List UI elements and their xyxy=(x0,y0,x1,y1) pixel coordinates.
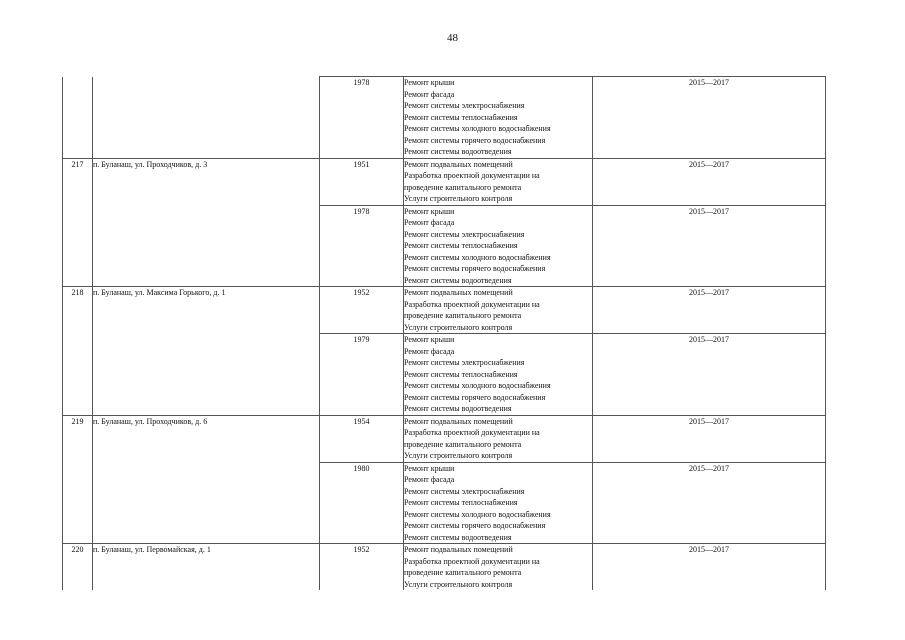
work-item: Ремонт системы электроснабжения xyxy=(404,101,525,110)
commissioning-year-cell: 1952 xyxy=(320,287,404,334)
repair-period-cell: 2015—2017 xyxy=(593,415,826,462)
work-item: Ремонт системы электроснабжения xyxy=(404,229,525,239)
work-item: Ремонт системы холодного водоснабжения xyxy=(404,252,551,262)
commissioning-year-cell: 1952 xyxy=(320,544,404,591)
commissioning-year-cell: 1978 xyxy=(320,77,404,159)
works-cell xyxy=(404,77,593,159)
works-cell xyxy=(404,415,593,462)
address-cell xyxy=(93,205,320,287)
work-item: Ремонт подвальных помещений xyxy=(404,545,513,554)
address-cell xyxy=(93,77,320,159)
work-item: Ремонт системы горячего водоснабжения xyxy=(404,392,546,402)
work-item: Ремонт системы водоотведения xyxy=(404,532,512,542)
work-item: Ремонт фасада xyxy=(404,346,455,356)
row-number-cell: 218 xyxy=(63,287,93,334)
works-cell xyxy=(404,544,593,591)
works-cell xyxy=(404,334,593,416)
table-row xyxy=(63,415,826,462)
row-number-cell: 220 xyxy=(63,544,93,591)
row-number-cell xyxy=(63,77,93,159)
work-item: Ремонт подвальных помещений xyxy=(404,416,513,426)
work-item: Ремонт фасада xyxy=(404,89,455,99)
work-item: Ремонт подвальных помещений xyxy=(404,159,513,169)
work-item: Разработка проектной документации на xyxy=(404,556,540,566)
repair-period-cell: 2015—2017 xyxy=(593,287,826,334)
work-item: Ремонт системы холодного водоснабжения xyxy=(404,381,551,390)
work-item: Ремонт крыши xyxy=(404,206,455,216)
page-number: 48 xyxy=(447,32,458,44)
work-item: Ремонт крыши xyxy=(404,335,455,344)
work-item: Ремонт системы холодного водоснабжения xyxy=(404,509,551,519)
work-item: Ремонт крыши xyxy=(404,78,455,87)
row-number-cell xyxy=(63,205,93,287)
work-item: Ремонт системы горячего водоснабжения xyxy=(404,264,546,273)
work-item: Ремонт фасада xyxy=(404,475,455,484)
table-row xyxy=(63,462,826,544)
work-item: проведение капитального ремонта xyxy=(404,568,522,577)
works-cell xyxy=(404,462,593,544)
work-item: Ремонт системы горячего водоснабжения xyxy=(404,135,546,145)
work-item: Ремонт системы холодного водоснабжения xyxy=(404,124,551,133)
address-cell xyxy=(93,462,320,544)
address-cell: п. Буланаш, ул. Проходчиков, д. 6 xyxy=(93,415,320,462)
row-number-cell xyxy=(63,334,93,416)
row-number-cell xyxy=(63,462,93,544)
table-body xyxy=(63,77,826,591)
work-item: Ремонт системы теплоснабжения xyxy=(404,498,518,507)
work-item: проведение капитального ремонта xyxy=(404,439,522,449)
repair-period-cell: 2015—2017 xyxy=(593,334,826,416)
row-number-cell: 219 xyxy=(63,415,93,462)
commissioning-year-cell: 1978 xyxy=(320,205,404,287)
address-cell xyxy=(93,334,320,416)
work-item: Услуги строительного контроля xyxy=(404,451,513,460)
work-item: Разработка проектной документации на xyxy=(404,299,540,309)
repair-period-cell: 2015—2017 xyxy=(593,158,826,205)
work-item: Ремонт системы водоотведения xyxy=(404,404,512,413)
table-row xyxy=(63,205,826,287)
commissioning-year-cell: 1980 xyxy=(320,462,404,544)
work-item: Ремонт системы водоотведения xyxy=(404,275,512,285)
work-item: Ремонт системы горячего водоснабжения xyxy=(404,521,546,530)
address-cell: п. Буланаш, ул. Первомайская, д. 1 xyxy=(93,544,320,591)
works-cell xyxy=(404,287,593,334)
repair-period-cell: 2015—2017 xyxy=(593,205,826,287)
work-item: Ремонт фасада xyxy=(404,218,455,227)
repair-period-cell: 2015—2017 xyxy=(593,77,826,159)
address-cell: п. Буланаш, ул. Проходчиков, д. 3 xyxy=(93,158,320,205)
commissioning-year-cell: 1979 xyxy=(320,334,404,416)
work-item: Ремонт системы теплоснабжения xyxy=(404,112,518,122)
row-number-cell: 217 xyxy=(63,158,93,205)
work-item: Ремонт системы теплоснабжения xyxy=(404,369,518,379)
work-item: проведение капитального ремонта xyxy=(404,311,522,320)
work-item: Ремонт системы водоотведения xyxy=(404,147,512,156)
work-item: проведение капитального ремонта xyxy=(404,182,522,192)
table-row xyxy=(63,77,826,159)
commissioning-year-cell: 1951 xyxy=(320,158,404,205)
table-row xyxy=(63,158,826,205)
work-item: Разработка проектной документации на xyxy=(404,428,540,437)
work-item: Услуги строительного контроля xyxy=(404,579,513,589)
work-item: Разработка проектной документации на xyxy=(404,171,540,180)
works-cell xyxy=(404,158,593,205)
work-item: Ремонт подвальных помещений xyxy=(404,288,513,297)
commissioning-year-cell: 1954 xyxy=(320,415,404,462)
address-cell: п. Буланаш, ул. Максима Горького, д. 1 xyxy=(93,287,320,334)
repair-period-cell: 2015—2017 xyxy=(593,544,826,591)
repair-schedule-table xyxy=(62,76,826,590)
work-item: Ремонт системы электроснабжения xyxy=(404,358,525,367)
work-item: Ремонт системы электроснабжения xyxy=(404,486,525,496)
table-row xyxy=(63,544,826,591)
table-row xyxy=(63,287,826,334)
work-item: Услуги строительного контроля xyxy=(404,322,513,332)
work-item: Ремонт системы теплоснабжения xyxy=(404,241,518,250)
works-cell xyxy=(404,205,593,287)
work-item: Ремонт крыши xyxy=(404,463,455,473)
table-row xyxy=(63,334,826,416)
work-item: Услуги строительного контроля xyxy=(404,194,513,203)
repair-period-cell: 2015—2017 xyxy=(593,462,826,544)
